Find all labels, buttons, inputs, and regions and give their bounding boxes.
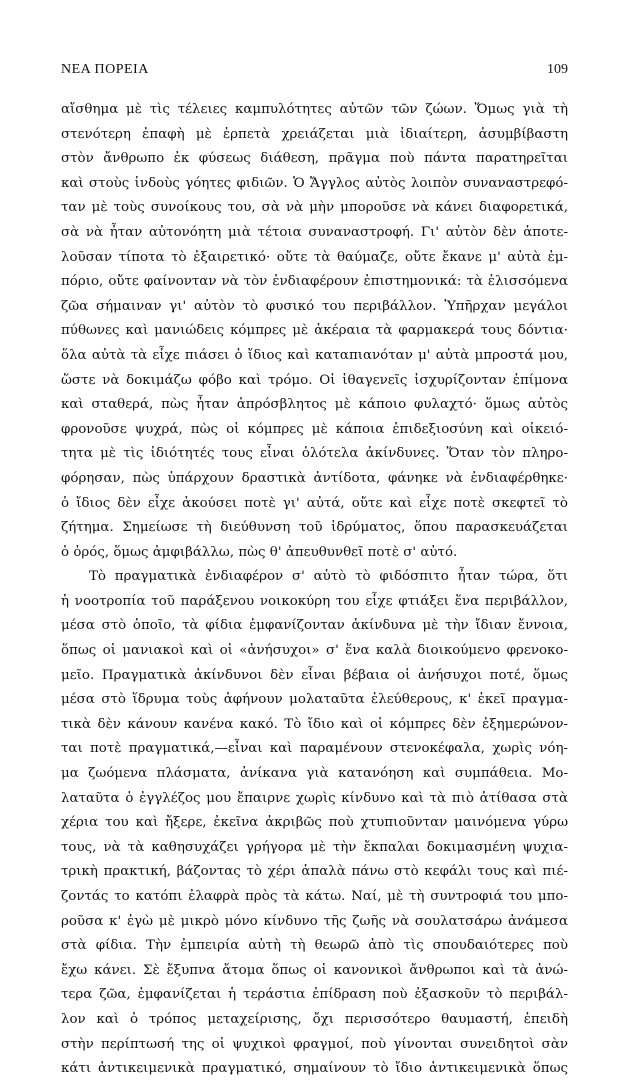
text-line: στὰ φίδια. Τὴν ἐμπειρία αὐτὴ τὴ θεωρῶ ἀπὸ τὶς σπουδαιότερες ποὺ (61, 938, 568, 954)
text-line: στὴν περίπτωσή της οἱ ψυχικοὶ φραγμοί, ποὺ γίνονται συνειδητοὶ σὰν (61, 1036, 568, 1052)
text-line: τους, νὰ τὰ καθησυχάζει γρήγορα μὲ τὴν ἔκπαλαι δοκιμασμένη ψυχια- (61, 839, 568, 855)
text-line: ὁ ἴδιος δὲν εἶχε ἀκούσει ποτὲ γι' αὐτά, οὔτε καὶ εἶχε ποτὲ σκεφτεῖ τὸ (61, 495, 568, 511)
text-line: τητα μὲ τὶς ἰδιότητές τους εἶναι ὁλότελα ἀκίνδυνες. Ὅταν τὸν πληρο- (61, 446, 568, 462)
text-line: Τὸ πραγματικὰ ἐνδιαφέρον σ' αὐτὸ τὸ φιδόσπιτο ἦταν τώρα, ὅτι (89, 569, 568, 585)
text-line: ἔχω κάνει. Σὲ ἔξυπνα ἄτομα ὅπως οἱ κανονικοὶ ἄνθρωποι καὶ τὰ ἀνώ- (61, 962, 568, 978)
text-line: πύθωνες καὶ μανιώδεις κόμπρες μὲ ἀκέραια τὰ φαρμακερά τους δόντια· (61, 323, 568, 339)
paragraph-2 (61, 565, 568, 1081)
text-line: ταν μὲ τοὺς συνοίκους του, σὰ νὰ μὴν μποροῦσε νὰ κάνει διαφορετικά, (61, 200, 568, 216)
text-line: λον καὶ ὁ τρόπος μεταχείρισης, ὄχι περισσότερο θαυμαστή, ἐπειδὴ (61, 1011, 568, 1027)
text-line: ροῦσα κ' ἐγὼ μὲ μικρὸ μόνο κίνδυνο τῆς ζωῆς νὰ σουλατσάρω ἀνάμεσα (61, 913, 568, 929)
text-line: μα ζωόμενα πλάσματα, ἀνίκανα γιὰ κατανόηση καὶ συμπάθεια. Μο- (61, 766, 568, 782)
text-line: ὁ ὀρός, ὅμως ἀμφιβάλλω, πὼς θ' ἀπευθυνθεῖ ποτὲ σ' αὐτό. (61, 544, 458, 560)
text-line: χέρια του καὶ ἤξερε, ἐκεῖνα ἀκριβῶς ποὺ χτυπιοῦνταν μαινόμενα γύρω (61, 815, 568, 831)
text-line: φόρησαν, πὼς ὑπάρχουν δραστικὰ ἀντίδοτα, φάνηκε νὰ ἐνδιαφέρθηκε· (61, 470, 568, 486)
text-line: σὰ νὰ ἦταν αὐτονόητη μιὰ τέτοια συναναστροφή. Γι' αὐτὸν δὲν ἀποτε- (61, 224, 568, 240)
paragraph-1 (61, 98, 568, 565)
running-head (61, 62, 568, 82)
text-line: ὅλα αὐτὰ τὰ εἶχε πιάσει ὁ ἴδιος καὶ καταπιανόταν μ' αὐτὰ μπροστά μου, (61, 347, 568, 363)
text-line: τικὰ δὲν κάνουν κανένα κακό. Τὸ ἴδιο καὶ οἱ κόμπρες δὲν ἐξημερώνον- (61, 716, 568, 732)
text-line: φρονοῦσε ψυχρά, πὼς οἱ κόμπρες μὲ κάποια ἐπιδεξιοσύνη καὶ οἰκειό- (61, 421, 568, 437)
journal-title: ΝΕΑ ΠΟΡΕΙΑ (61, 62, 149, 77)
text-line: μεῖο. Πραγματικὰ ἀκίνδυνοι δὲν εἶναι βέβαια οἱ ἀνήσυχοι ποτέ, ὅμως (61, 667, 568, 683)
text-line: κάτι ἀντικειμενικὰ πραγματικό, σημαίνουν τὸ ἴδιο ἀντικειμενικὰ ὅπως (61, 1061, 568, 1077)
text-line: στὸν ἄνθρωπο ἐκ φύσεως διάθεση, πρᾶγμα ποὺ πάντα παρατηρεῖται (61, 151, 568, 167)
text-line: λοῦσαν τίποτα τὸ ἐξαιρετικό· οὔτε τὰ θαύμαζε, οὔτε ἔκανε μ' αὐτὰ ἐμ- (61, 249, 568, 265)
text-line: μέσα στὸ ἵδρυμα τοὺς ἀφήνουν μολαταῦτα ἐλεύθερους, κ' ἐκεῖ πραγμα- (61, 692, 568, 708)
page-number: 109 (547, 62, 568, 77)
text-line: καὶ στοὺς ἰνδοὺς γόητες φιδιῶν. Ὁ Ἄγγλος αὐτὸς λοιπὸν συναναστρεφό- (61, 175, 568, 191)
text-line: ὅπως οἱ μανιακοὶ καὶ οἱ «ἀνήσυχοι» σ' ἕνα καλὰ διοικούμενο φρενοκο- (61, 643, 568, 659)
text-line: αἴσθημα μὲ τὶς τέλειες καμπυλότητες αὐτῶν τῶν ζώων. Ὅμως γιὰ τὴ (61, 102, 568, 117)
text-line: τερα ζῶα, ἐμφανίζεται ἡ τεράστια ἐπίδραση ποὺ ἐξασκοῦν τὸ περιβάλ- (61, 987, 568, 1003)
text-line: τρικὴ πρακτική, βάζοντας τὸ χέρι ἁπαλὰ πάνω στὸ κεφάλι τους καὶ πιέ- (61, 864, 568, 880)
text-line: ται ποτὲ πραγματικά,—εἶναι καὶ παραμένουν στενοκέφαλα, χωρὶς νόη- (61, 741, 568, 757)
text-line: στενότερη ἐπαφὴ μὲ ἑρπετὰ χρειάζεται μιὰ ἰδιαίτερη, ἀσυμβίβαστη (61, 126, 568, 142)
text-line: πόριο, οὔτε φαίνονταν νὰ τὸν ἐνδιαφέρουν ἐπιστημονικά: τὰ ἑλισσόμενα (61, 274, 568, 290)
text-line: ὥστε νὰ δοκιμάζω φόβο καὶ τρόμο. Οἱ ἰθαγενεῖς ἰσχυρίζονταν ἐπίμονα (61, 372, 568, 388)
text-line: ζήτημα. Σημείωσε τὴ διεύθυνση τοῦ ἱδρύματος, ὅπου παρασκευάζεται (61, 520, 568, 536)
text-line: μέσα στὸ ὁποῖο, τὰ φίδια ἐμφανίζονταν ἀκίνδυνα μὲ τὴν ἴδιαν ἔννοια, (61, 618, 568, 634)
text-line: λαταῦτα ὁ ἐγγλέζος μου ἔπαιρνε χωρὶς κίνδυνο καὶ τὰ πιὸ ἀτίθασα στὰ (61, 790, 568, 806)
text-line: ἡ νοοτροπία τοῦ παράξενου νοικοκύρη του εἶχε φτιάξει ἕνα περιβάλλον, (61, 593, 568, 609)
text-line: ζῶα σήμαιναν γι' αὐτὸν τὸ φυσικό του περιβάλλον. Ὑπῆρχαν μεγάλοι (61, 298, 568, 314)
body-text (61, 98, 568, 1082)
text-line: ζοντάς το κατόπι ἐλαφρὰ πρὸς τὰ κάτω. Ναί, μὲ τὴ συντροφιά του μπο- (61, 889, 568, 904)
text-line: καὶ σταθερά, πὼς ἦταν ἀπρόσβλητος μὲ κάποιο φυλαχτό· ὅμως αὐτὸς (61, 397, 568, 413)
